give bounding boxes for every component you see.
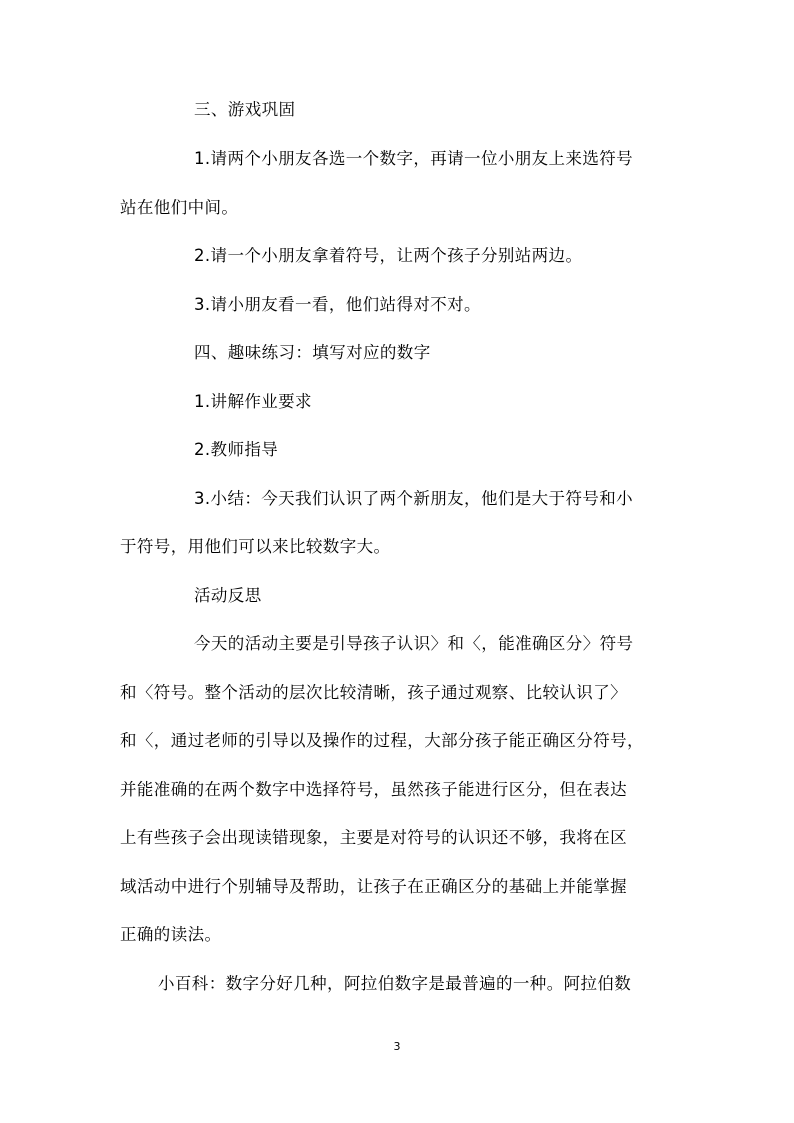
paragraph-line: 今天的活动主要是引导孩子认识〉和〈，能准确区分〉符号 [194, 634, 634, 653]
paragraph-line: 1.讲解作业要求 [194, 392, 312, 411]
paragraph-line: 2.请一个小朋友拿着符号，让两个孩子分别站两边。 [194, 246, 583, 265]
paragraph-line: 3.请小朋友看一看，他们站得对不对。 [194, 295, 481, 314]
paragraph-line: 和〈，通过老师的引导以及操作的过程，大部分孩子能正确区分符号， [120, 731, 644, 750]
section-heading-reflection: 活动反思 [194, 586, 262, 605]
section-heading-game: 三、游戏巩固 [194, 100, 296, 119]
paragraph-line: 站在他们中间。 [120, 198, 239, 217]
section-heading-practice: 四、趣味练习：填写对应的数字 [194, 343, 431, 362]
page-number: 3 [393, 1040, 401, 1053]
paragraph-line: 2.教师指导 [194, 440, 279, 459]
paragraph-line: 1.请两个小朋友各选一个数字，再请一位小朋友上来选符号 [194, 149, 634, 168]
paragraph-line: 于符号，用他们可以来比较数字大。 [120, 537, 391, 556]
paragraph-line: 正确的读法。 [120, 925, 222, 944]
paragraph-line: 3.小结：今天我们认识了两个新朋友，他们是大于符号和小 [194, 489, 634, 508]
paragraph-line: 小百科：数字分好几种，阿拉伯数字是最普遍的一种。阿拉伯数 [158, 974, 632, 993]
paragraph-line: 上有些孩子会出现读错现象，主要是对符号的认识还不够，我将在区 [120, 828, 627, 847]
paragraph-line: 和〈符号。整个活动的层次比较清晰，孩子通过观察、比较认识了〉 [120, 683, 627, 702]
paragraph-line: 并能准确的在两个数字中选择符号，虽然孩子能进行区分，但在表达 [120, 780, 627, 799]
paragraph-line: 域活动中进行个别辅导及帮助，让孩子在正确区分的基础上并能掌握 [120, 877, 627, 896]
